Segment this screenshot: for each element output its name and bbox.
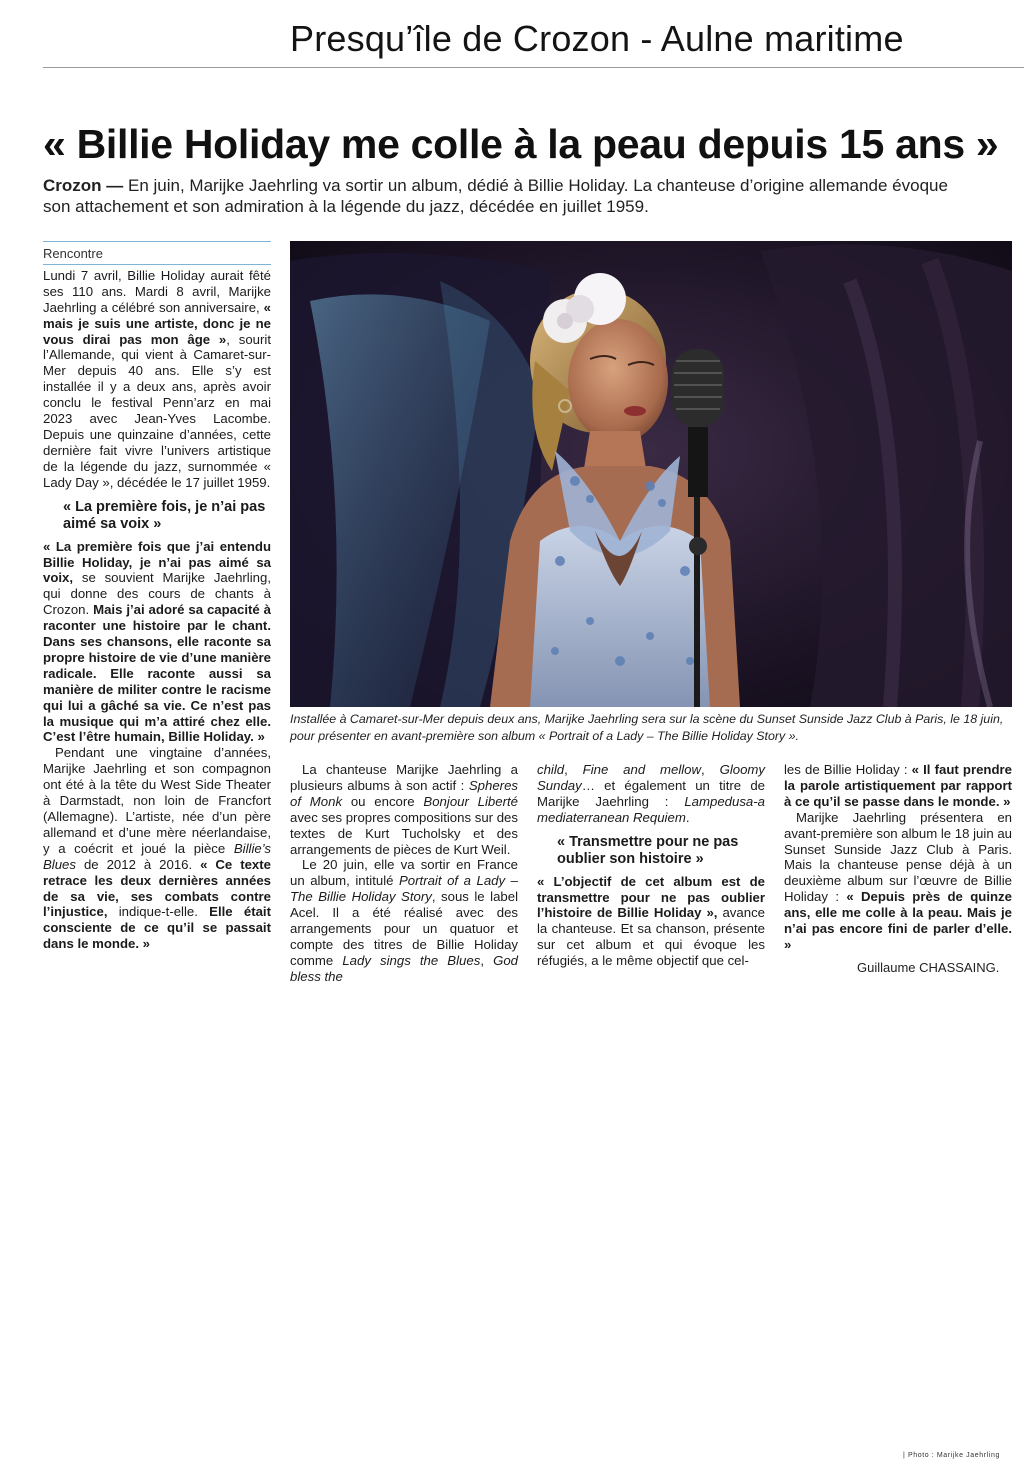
paragraph: « L’objectif de cet album est de transmettre pour ne pas oublier l’histoire de Billie Holiday », avance la chanteuse. Et sa chanson, présente sur cet album et qui évoque les réfugiés, a le même objectif que cel- bbox=[537, 873, 765, 969]
paragraph: Pendant une vingtaine d’années, Marijke Jaehrling et son compagnon ont été à la tête du West Side Theater à Darmstadt, non loin de Francfort (Allemagne). L’artiste, née d’un père allemand et d’une mère néerlandaise, y a coécrit et joué la pièce Billie’s Blues de 2012 à 2016. « Ce texte retrace les deux dernières années de sa vie, ses combats contre l’injustice, indique-t-elle. Elle était consciente de ce qu’il se passait dans le monde. » bbox=[43, 745, 271, 952]
paragraph: Le 20 juin, elle va sortir en France un album, intitulé Portrait of a Lady – The Billie Holiday Story, sous le label Acel. Il a été réalisé avec des arrangements pour un quatuor et compte des titres de Billie Holiday comme Lady sings the Blues, God bless the bbox=[290, 857, 519, 984]
paragraph: Marijke Jaehrling présentera en avant-première son album le 18 juin au Sunset Sunside Jazz Club à Paris. Mais la chanteuse pense déjà à un deuxième album sur l’œuvre de Billie Holiday : « Depuis près de quinze ans, elle me colle à la peau. Mais je n’ai pas encore fini de parler d’elle. » bbox=[784, 809, 1012, 952]
article-lead bbox=[43, 175, 978, 217]
column-1 bbox=[43, 246, 271, 952]
paragraph: les de Billie Holiday : « Il faut prendre la parole artistiquement par rapport à ce qu’il se passe dans le monde. » bbox=[784, 762, 1012, 809]
lead-text: En juin, Marijke Jaehrling va sortir un album, dédié à Billie Holiday. La chanteuse d’origine allemande évoque son attachement et son admiration à la légende du jazz, décédée en juillet 1959. bbox=[43, 176, 948, 216]
article-photo bbox=[290, 241, 1012, 707]
intertitle: « La première fois, je n’ai pas aimé sa voix » bbox=[63, 498, 266, 532]
column-2 bbox=[290, 762, 518, 985]
paragraph: Lundi 7 avril, Billie Holiday aurait fêté ses 110 ans. Mardi 8 avril, Marijke Jaehrling a célébré son anniversaire, « mais je suis une artiste, donc je ne vous dirai pas mon âge », sourit l’Allemande, qui vient à Camaret-sur-Mer depuis 40 ans. Elle s’y est installée il y a deux ans, après avoir conclu le festival Penn’arz en mai 2023 avec Jean-Yves Lacombe. Depuis une quinzaine d’années, cette dernière fait vivre l’univers artistique de la légende du jazz, surnommée « Lady Day », décédée le 17 juillet 1959. bbox=[43, 267, 271, 490]
author-signature: Guillaume CHASSAING. bbox=[857, 960, 1000, 975]
intertitle: « Transmettre pour ne pas oublier son histoire » bbox=[557, 833, 739, 867]
paragraph: child, Fine and mellow, Gloomy Sunday… et également un titre de Marijke Jaehrling : Lampedusa-a mediaterranean Requiem. bbox=[537, 762, 765, 825]
paragraph: La chanteuse Marijke Jaehrling a plusieurs albums à son actif : Spheres of Monk ou encore Bonjour Liberté avec ses propres compositions sur des textes de Kurt Tucholsky et des arrangements de pièces de Kurt Weil. bbox=[290, 762, 518, 857]
column-3 bbox=[537, 762, 765, 969]
photo-credit: | Photo : Marijke Jaehrling bbox=[902, 1452, 1000, 1459]
header-rule bbox=[43, 67, 1024, 68]
lead-dateline: Crozon — bbox=[43, 176, 128, 195]
column-4 bbox=[784, 762, 1012, 953]
rubric-rule bbox=[43, 241, 271, 242]
singer-photo-illustration bbox=[290, 241, 1012, 707]
photo-caption: Installée à Camaret-sur-Mer depuis deux ans, Marijke Jaehrling sera sur la scène du Sunset Sunside Jazz Club à Paris, le 18 juin, pour présenter en avant-première son album « Portrait of a Lady – The Billie Holiday Story ». | Photo : Marijke Jaehrling bbox=[290, 711, 1012, 745]
section-heading: Presqu’île de Crozon - Aulne maritime bbox=[290, 18, 904, 59]
article-headline: « Billie Holiday me colle à la peau depuis 15 ans » bbox=[43, 121, 999, 167]
paragraph: « La première fois que j’ai entendu Billie Holiday, je n’ai pas aimé sa voix, se souvient Marijke Jaehrling, qui donne des cours de chants à Crozon. Mais j’ai adoré sa capacité à raconter une histoire par le chant. Dans ses chansons, elle raconte sa propre histoire de vie d’une manière radicale. Elle raconte aussi sa manière de militer contre le racisme qui lui a gâché sa vie. Ce n’est pas la musique qui m’a attiré chez elle. C’est l’être humain, Billie Holiday. » bbox=[43, 538, 271, 745]
rubric-label: Rencontre bbox=[43, 246, 271, 265]
